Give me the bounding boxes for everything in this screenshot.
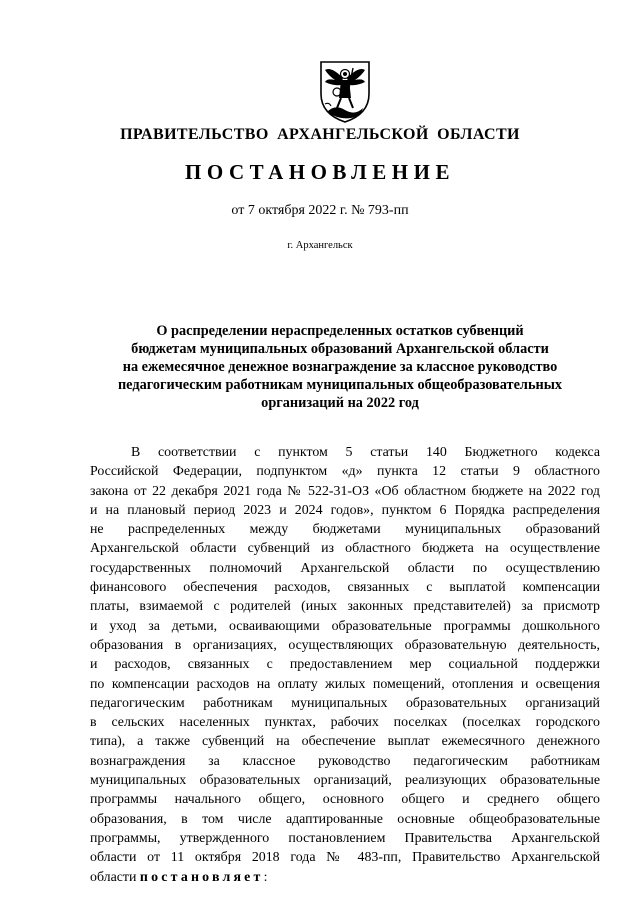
body-line: в сельских населенных пунктах, рабочих поселках (поселках городского [90,715,600,731]
body-line: финансового обеспечения расходов, связанных с выплатой компенсации [90,580,600,596]
body-line: Архангельской области субвенций из областного бюджета на осуществление [90,541,600,557]
body-line: образования, в том числе адаптированные основные общеобразовательные [90,811,600,827]
body-line: типа), а также субвенций на обеспечение выплат ежемесячного денежного [90,734,600,750]
body-line: области от 11 октября 2018 года № 483-пп, Правительство Архангельской [90,850,600,866]
body-line: платы, взимаемой с родителей (иных законных представителей) за присмотр [90,599,600,615]
subject-line: бюджетам муниципальных образований Архангельской области [131,341,549,357]
decree-place: г. Архангельск [287,240,353,251]
subject-line: педагогическим работникам муниципальных общеобразовательных [117,377,563,393]
decree-body [90,443,600,887]
body-line: Российской Федерации, подпунктом «д» пункта 12 статьи 9 областного [90,464,600,480]
body-line: программы начального общего, основного общего и среднего общего [90,792,600,808]
body-line: и расходов, связанных с предоставлением мер социальной поддержки [90,657,600,673]
body-line: образования в организациях, осуществляющих образовательную деятельность, [90,637,600,653]
subject-line: О распределении нераспределенных остатков субвенций [156,323,524,339]
decree-subject [90,322,590,412]
body-line: государственных полномочий Архангельской области по осуществлению [90,560,600,576]
body-line: по компенсации расходов на оплату жилых помещений, отопления и освещения [90,676,600,692]
last-line-prefix: области [90,869,140,885]
last-line-suffix: : [263,869,268,885]
body-line: и уход за детьми, осваивающими образовательные программы дошкольного [90,618,600,634]
body-line: В соответствии с пунктом 5 статьи 140 Бюджетного кодекса [131,445,600,460]
body-line: и на плановый период 2023 и 2024 годов», пунктом 6 Порядка распределения [90,502,600,518]
decree-date-number: от 7 октября 2022 г. № 793-пп [231,203,409,218]
body-line: программы, утвержденного постановлением Правительства Архангельской [90,830,600,846]
body-line: педагогическим работникам муниципальных образовательных организаций [90,695,600,711]
body-line: муниципальных образовательных организаций, реализующих образовательные [90,773,600,789]
body-last-line [90,868,600,887]
body-line: не распределенных между бюджетами муниципальных образований [90,522,600,538]
coat-of-arms-icon [315,58,375,124]
subject-line: организаций на 2022 год [261,395,419,411]
subject-line: на ежемесячное денежное вознаграждение за классное руководство [122,359,558,375]
body-line: вознаграждения за классное руководство педагогическим работникам [90,753,600,769]
document-type: ПОСТАНОВЛЕНИЕ [185,160,455,184]
resolving-verb: постановляет [139,869,264,885]
government-name: ПРАВИТЕЛЬСТВО АРХАНГЕЛЬСКОЙ ОБЛАСТИ [120,126,520,143]
body-line: закона от 22 декабря 2021 года № 522-31-ОЗ «Об областном бюджете на 2022 год [90,483,600,499]
